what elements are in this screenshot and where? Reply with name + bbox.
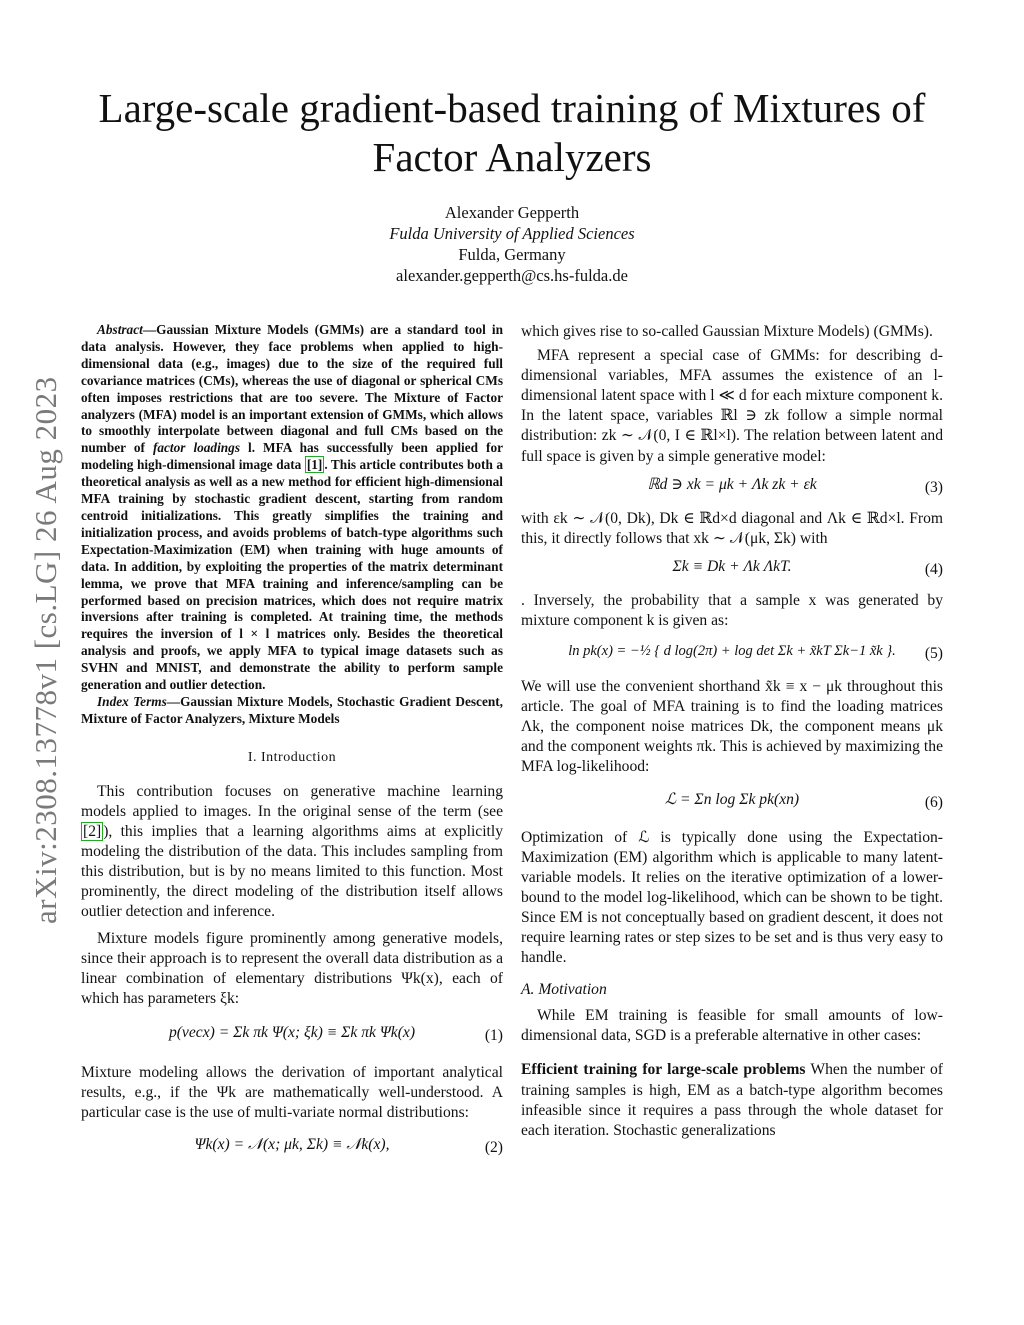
- equation-2: [81, 1135, 503, 1161]
- equation-5: [521, 641, 943, 667]
- right-paragraph-6: Optimization of ℒ is typically done using the Expectation-Maximization (EM) algorithm which is applicable to many latent-variable models. It relies on the iterative optimization of a lower-bound to the model log-likelihood, which can be shown to be tight. Since EM is not conceptually based on gradient descent, it does not require learning rates or step sizes to be set and is thus very easy to handle.: [521, 828, 943, 967]
- right-paragraph-4: . Inversely, the probability that a sample x was generated by mixture component k is given as:: [521, 591, 943, 629]
- equation-2-body: Ψk(x) = 𝒩(x; μk, Σk) ≡ 𝒩k(x),: [194, 1136, 390, 1154]
- intro-paragraph-2: Mixture models figure prominently among generative models, since their approach is to represent the overall data distribution as a linear combination of elementary distributions Ψk(x), each of which has parameters ξk:: [81, 929, 503, 1007]
- right-paragraph-8: Efficient training for large-scale problems When the number of training samples is high, EM as a batch-type algorithm becomes infeasible since it requires a pass through the whole dataset for each iteration. Stochastic generalizations: [521, 1061, 943, 1139]
- equation-6-body: ℒ = Σn log Σk pk(xn): [664, 790, 800, 808]
- equation-3-body: ℝd ∋ xk = μk + Λk zk + εk: [647, 475, 817, 493]
- left-column: [81, 322, 503, 1173]
- abstract: Abstract—Gaussian Mixture Models (GMMs) are a standard tool in data analysis. However, they face problems when applied to high-dimensional data (e.g., images) due to the size of the required full covariance matrices (CMs), whereas the use of diagonal or spherical CMs often imposes restrictions that are too severe. The Mixture of Factor analyzers (MFA) model is an important extension of GMMs, which allows to smoothly interpolate between diagonal and full CMs based on the number of factor loadings l. MFA has successfully been applied for modeling high-dimensional image data [1] . This article contributes both a theoretical analysis as well as a new method for efficient high-dimensional MFA training by stochastic gradient descent, starting from random centroid initializations. This greatly simplifies the training and initialization process, and avoids problems of batch-type algorithms such Expectation-Maximization (EM) when training with huge amounts of data. In addition, by exploiting the properties of the matrix determinant lemma, we prove that MFA training and inference/sampling can be performed based on precision matrices, which does not require matrix inversions after training is completed. At training time, the methods requires the inversion of l × l matrices only. Besides the theoretical analysis and proofs, we apply MFA to typical image datasets such as SVHN and MNIST, and demonstrate the ability to perform sample generation and outlier detection.: [81, 322, 504, 693]
- index-terms-label: Index Terms: [97, 693, 167, 709]
- equation-6: [521, 790, 943, 816]
- equation-1-number: (1): [484, 1026, 503, 1044]
- equation-3-number: (3): [924, 478, 943, 496]
- equation-3: [521, 475, 943, 501]
- right-paragraph-5: We will use the convenient shorthand x̃k ≡ x − μk throughout this article. The goal of MFA training is to find the loading matrices Λk, the component noise matrices Dk, the component means μk and the component weights πk. This is achieved by maximizing the MFA log-likelihood:: [521, 678, 943, 776]
- equation-2-number: (2): [484, 1139, 503, 1157]
- factor-loadings-term: factor loadings: [152, 440, 240, 456]
- right-column: [521, 322, 943, 1141]
- author-email: alexander.gepperth@cs.hs-fulda.de: [396, 266, 628, 285]
- right-paragraph-3: with εk ∼ 𝒩(0, Dk), Dk ∈ ℝd×d diagonal and Λk ∈ ℝd×l. From this, it directly follows that xk ∼ 𝒩(μk, Σk) with: [521, 509, 943, 547]
- subsection-heading-motivation: A. Motivation: [521, 981, 607, 999]
- equation-4-body: Σk ≡ Dk + Λk ΛkT.: [672, 557, 792, 575]
- right-paragraph-7: While EM training is feasible for small amounts of low-dimensional data, SGD is a preferable alternative in other cases:: [521, 1007, 943, 1045]
- intro-paragraph-3: Mixture modeling allows the derivation of important analytical results, e.g., if the Ψk are mathematically well-understood. A particular case is the use of multi-variate normal distributions:: [81, 1063, 503, 1122]
- equation-1-body: p(vecx) = Σk πk Ψ(x; ξk) ≡ Σk πk Ψk(x): [168, 1023, 416, 1041]
- author-block: [262, 202, 762, 286]
- equation-1: [81, 1023, 503, 1049]
- paper-title: [80, 84, 944, 182]
- right-paragraph-2: MFA represent a special case of GMMs: for describing d-dimensional variables, MFA assumes the existence of an l-dimensional latent space with l ≪ d for each mixture component k. In the latent space, variables ℝl ∋ zk follow a simple normal distribution: zk ∼ 𝒩(0, I ∈ ℝl×l). The relation between latent and full space is given by a simple generative model:: [521, 347, 943, 465]
- author-name: Alexander Gepperth: [444, 203, 580, 222]
- title-line-1: Large-scale gradient-based training of Mixtures of: [98, 85, 926, 131]
- citation-link-2[interactable]: [2]: [83, 823, 102, 841]
- equation-5-body: ln pk(x) = −½ { d log(2π) + log det Σk + x̃kT Σk−1 x̃k }.: [568, 643, 896, 660]
- equation-5-number: (5): [924, 644, 943, 662]
- equation-4: [521, 557, 943, 583]
- right-paragraph-1: which gives rise to so-called Gaussian Mixture Models) (GMMs).: [521, 323, 933, 340]
- author-affiliation: Fulda University of Applied Sciences: [389, 224, 635, 243]
- index-terms: Index Terms—Gaussian Mixture Models, Stochastic Gradient Descent, Mixture of Factor Analyzers, Mixture Models: [81, 693, 504, 726]
- intro-paragraph-1: This contribution focuses on generative machine learning models applied to images. In the original sense of the term (see [2] ), this implies that a learning algorithms aims at explicitly modeling the distribution of the data. This includes sampling from this distribution, but is by no means limited to this function. Most prominently, the direct modeling of the distribution itself allows outlier detection and inference.: [81, 782, 503, 921]
- arxiv-identifier: arXiv:2308.13778v1 [cs.LG] 26 Aug 2023: [28, 376, 63, 924]
- citation-link-1[interactable]: [1]: [306, 457, 323, 473]
- section-heading-introduction: I. Introduction: [247, 749, 337, 765]
- paragraph-lead-efficient-training: Efficient training for large-scale problems: [521, 1061, 806, 1079]
- equation-4-number: (4): [924, 560, 943, 578]
- title-line-2: Factor Analyzers: [372, 134, 652, 180]
- abstract-label: Abstract: [97, 322, 143, 337]
- equation-6-number: (6): [924, 793, 943, 811]
- author-location: Fulda, Germany: [458, 245, 566, 264]
